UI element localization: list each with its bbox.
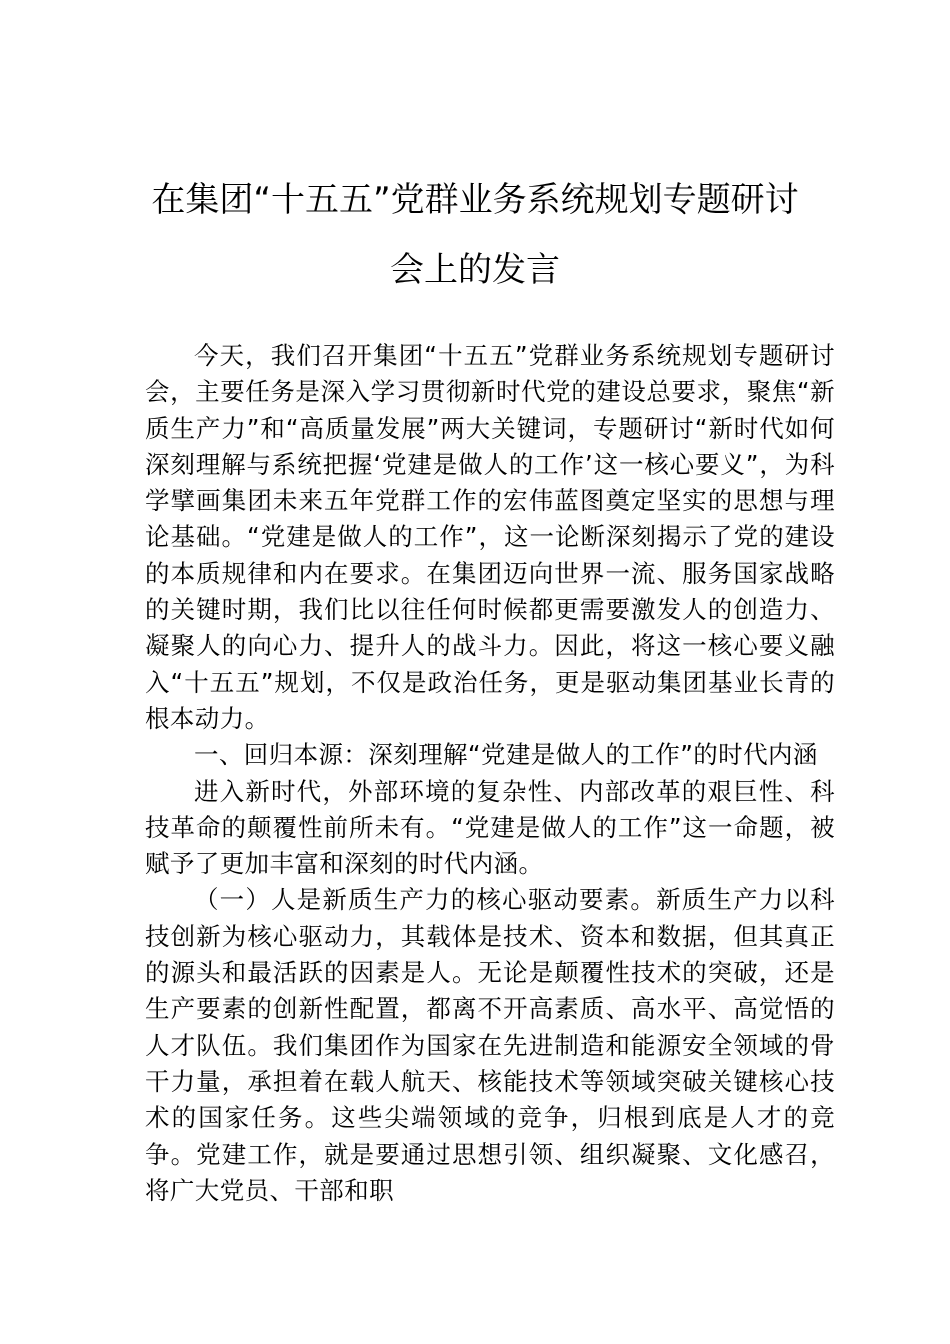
section-heading-1: 一、回归本源：深刻理解“党建是做人的工作”的时代内涵 <box>194 740 818 770</box>
paragraph-subsection-1: （一）人是新质生产力的核心驱动要素。新质生产力以科技创新为核心驱动力，其载体是技术、资本和数据，但其真正的源头和最活跃的因素是人。无论是颠覆性技术的突破，还是生产要素的创新性配置，都离不开高素质、高水平、高觉悟的人才队伍。我们集团作为国家在先进制造和能源安全领域的骨干力量，承担着在载人航天、核能技术等领域突破关键核心技术的国家任务。这些尖端领域的竞争，归根到底是人才的竞争。党建工作，就是要通过思想引领、组织凝聚、文化感召，将广大党员、干部和职 <box>145 885 835 1205</box>
paragraph-intro: 今天，我们召开集团“十五五”党群业务系统规划专题研讨会，主要任务是深入学习贯彻新时代党的建设总要求，聚焦“新质生产力”和“高质量发展”两大关键词，专题研讨“新时代如何深刻理解与系统把握‘党建是做人的工作’这一核心要义”，为科学擘画集团未来五年党群工作的宏伟蓝图奠定坚实的思想与理论基础。“党建是做人的工作”，这一论断深刻揭示了党的建设的本质规律和内在要求。在集团迈向世界一流、服务国家战略的关键时期，我们比以往任何时候都更需要激发人的创造力、凝聚人的向心力、提升人的战斗力。因此，将这一核心要义融入“十五五”规划，不仅是政治任务，更是驱动集团基业长青的根本动力。 <box>145 341 835 733</box>
document-body <box>145 338 835 1209</box>
paragraph-section-1-intro: 进入新时代，外部环境的复杂性、内部改革的艰巨性、科技革命的颠覆性前所未有。“党建是做人的工作”这一命题，被赋予了更加丰富和深刻的时代内涵。 <box>145 776 835 879</box>
document-title-line-1: 在集团“十五五”党群业务系统规划专题研讨 <box>151 180 799 220</box>
document-title-line-2: 会上的发言 <box>390 250 560 290</box>
